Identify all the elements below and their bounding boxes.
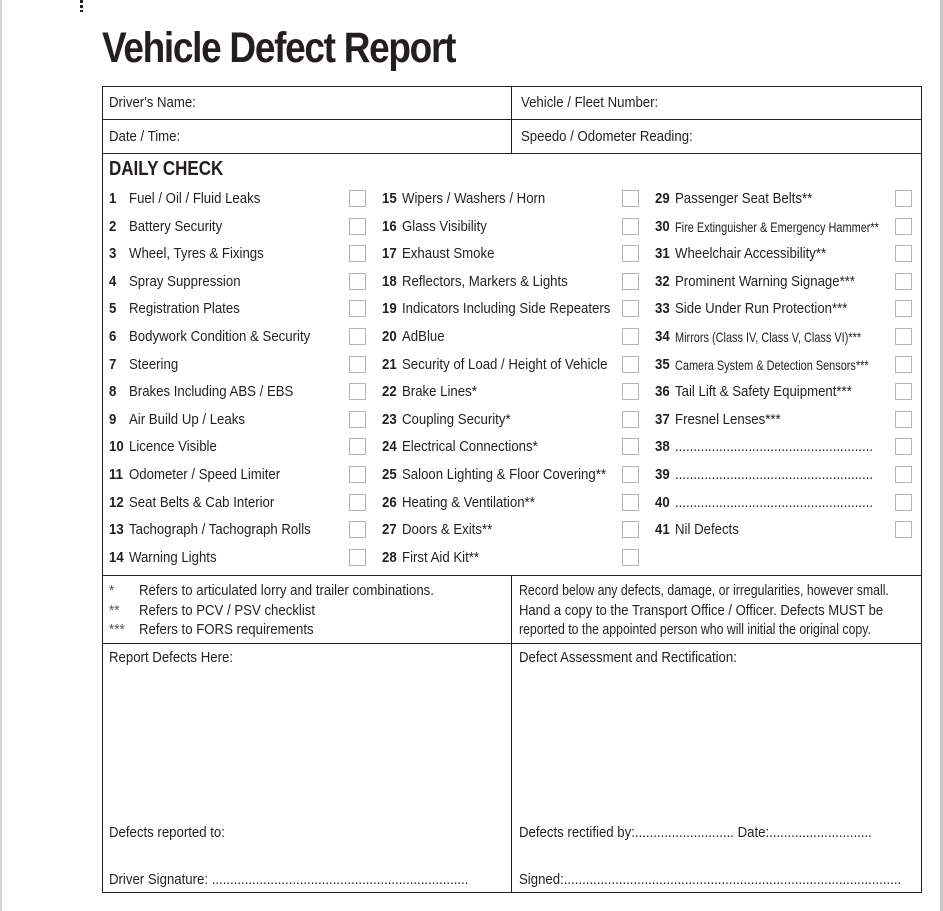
check-item-label: Nil Defects bbox=[675, 521, 739, 539]
check-item-33 bbox=[655, 298, 915, 320]
divider bbox=[511, 87, 512, 153]
check-item-21 bbox=[382, 354, 642, 376]
instruction-line: reported to the appointed person who will initial the original copy. bbox=[519, 621, 871, 638]
check-item-31 bbox=[655, 243, 915, 265]
check-item-8 bbox=[109, 381, 369, 403]
check-item-label: Odometer / Speed Limiter bbox=[129, 466, 281, 483]
checkbox[interactable] bbox=[349, 549, 366, 566]
checkbox[interactable] bbox=[622, 494, 639, 511]
signed-field[interactable]: Signed:............................................................................................ bbox=[519, 871, 902, 888]
check-item-label: Spray Suppression bbox=[129, 272, 241, 290]
check-item-28 bbox=[382, 547, 642, 569]
check-item-37 bbox=[655, 409, 915, 431]
checkbox[interactable] bbox=[349, 245, 366, 262]
check-item-14 bbox=[109, 547, 369, 569]
check-item-number: 36 bbox=[655, 383, 670, 401]
date-time-field[interactable]: Date / Time: bbox=[109, 128, 181, 145]
divider bbox=[511, 575, 512, 893]
check-item-label: AdBlue bbox=[402, 328, 445, 345]
vehicle-fleet-number-field[interactable]: Vehicle / Fleet Number: bbox=[521, 94, 659, 111]
check-item-3 bbox=[109, 243, 369, 265]
check-item-26 bbox=[382, 492, 642, 514]
check-item-label: Fresnel Lenses*** bbox=[675, 410, 781, 428]
check-item-number: 32 bbox=[655, 272, 670, 290]
check-item-number: 29 bbox=[655, 190, 670, 207]
check-item-number: 14 bbox=[109, 548, 124, 566]
checkbox[interactable] bbox=[622, 438, 639, 455]
check-item-label: Brakes Including ABS / EBS bbox=[129, 383, 294, 401]
check-item-label: ...................................................... bbox=[675, 438, 874, 456]
check-item-number: 3 bbox=[109, 245, 117, 263]
checkbox[interactable] bbox=[349, 466, 366, 483]
checkbox[interactable] bbox=[622, 273, 639, 290]
check-item-34 bbox=[655, 326, 915, 348]
check-item-4 bbox=[109, 271, 369, 293]
check-item-number: 31 bbox=[655, 245, 670, 263]
checkbox[interactable] bbox=[622, 411, 639, 428]
check-item-label: Passenger Seat Belts** bbox=[675, 190, 813, 207]
check-item-number: 38 bbox=[655, 438, 670, 456]
check-item-label: Fuel / Oil / Fluid Leaks bbox=[129, 190, 261, 207]
check-item-36 bbox=[655, 381, 915, 403]
checkbox[interactable] bbox=[895, 411, 912, 428]
check-item-10 bbox=[109, 436, 369, 458]
checkbox[interactable] bbox=[349, 494, 366, 511]
check-item-number: 30 bbox=[655, 217, 670, 235]
check-item-label: Bodywork Condition & Security bbox=[129, 328, 311, 345]
check-item-label: ...................................................... bbox=[675, 466, 874, 483]
checkbox[interactable] bbox=[349, 300, 366, 317]
defect-assessment-area[interactable]: Defect Assessment and Rectification: bbox=[519, 649, 737, 666]
check-item-label: Heating & Ventilation** bbox=[402, 493, 535, 511]
check-item-label: Prominent Warning Signage*** bbox=[675, 272, 856, 290]
check-item-number: 20 bbox=[382, 328, 397, 345]
odometer-reading-field[interactable]: Speedo / Odometer Reading: bbox=[521, 128, 693, 145]
check-item-35 bbox=[655, 354, 915, 376]
check-item-39 bbox=[655, 464, 915, 486]
checkbox[interactable] bbox=[349, 328, 366, 345]
check-item-label: First Aid Kit** bbox=[402, 548, 480, 566]
checkbox[interactable] bbox=[622, 245, 639, 262]
check-item-23 bbox=[382, 409, 642, 431]
check-item-label: Seat Belts & Cab Interior bbox=[129, 493, 275, 511]
defects-reported-to-field[interactable]: Defects reported to: bbox=[109, 824, 225, 841]
check-item-24 bbox=[382, 436, 642, 458]
checkbox[interactable] bbox=[895, 273, 912, 290]
check-item-label: Saloon Lighting & Floor Covering** bbox=[402, 466, 606, 483]
checkbox[interactable] bbox=[895, 218, 912, 235]
drivers-name-field[interactable]: Driver's Name: bbox=[109, 94, 196, 111]
check-item-number: 8 bbox=[109, 383, 117, 401]
check-item-label: Exhaust Smoke bbox=[402, 245, 495, 263]
check-item-number: 5 bbox=[109, 300, 117, 318]
check-item-label: Wipers / Washers / Horn bbox=[402, 190, 546, 207]
divider bbox=[103, 153, 921, 154]
check-item-number: 28 bbox=[382, 548, 397, 566]
check-item-number: 9 bbox=[109, 410, 117, 428]
check-item-number: 18 bbox=[382, 272, 397, 290]
check-item-number: 27 bbox=[382, 521, 397, 539]
check-item-number: 12 bbox=[109, 493, 124, 511]
divider bbox=[103, 575, 921, 576]
checkbox[interactable] bbox=[622, 521, 639, 538]
check-item-number: 1 bbox=[109, 190, 117, 207]
checkbox[interactable] bbox=[622, 328, 639, 345]
check-item-label: Tail Lift & Safety Equipment*** bbox=[675, 383, 852, 401]
instruction-line: Record below any defects, damage, or irregularities, however small. bbox=[519, 582, 889, 599]
check-item-number: 39 bbox=[655, 466, 670, 483]
check-item-label: Coupling Security* bbox=[402, 410, 511, 428]
check-item-number: 21 bbox=[382, 355, 397, 373]
divider bbox=[103, 119, 921, 120]
check-item-label: Wheel, Tyres & Fixings bbox=[129, 245, 264, 263]
text-cursor-marker bbox=[80, 0, 83, 12]
check-item-label: Air Build Up / Leaks bbox=[129, 410, 245, 428]
checkbox[interactable] bbox=[622, 466, 639, 483]
check-item-label: Security of Load / Height of Vehicle bbox=[402, 355, 608, 373]
check-item-9 bbox=[109, 409, 369, 431]
check-item-27 bbox=[382, 519, 642, 541]
checkbox[interactable] bbox=[895, 190, 912, 207]
check-item-19 bbox=[382, 298, 642, 320]
check-item-number: 2 bbox=[109, 217, 117, 235]
check-item-number: 16 bbox=[382, 217, 397, 235]
defect-report-form: Driver's Name: Vehicle / Fleet Number: Date / Time: Speedo / Odometer Reading: DAILY CHECK 1 Fuel / Oil / Fluid Leaks 2 Battery Security 3 Wheel, Tyres & Fixings 4 Spray Suppression 5 Registration Plates 6 Bodywork Condition & Security 7 Steering 8 Brakes Including ABS / EBS 9 Air Build Up / Leaks 10 Licence Visible 11 Odometer / Speed Limiter 12 Seat Belts & Cab Interior 13 Tachograph / Tachograph Rolls 14 Warning Lights 15 Wipers / Washers / Horn 16 Glass Visibility 17 Exhaust Smoke 18 Reflectors, Markers & Lights 19 Indicators Including Side Repeaters 20 AdBlue 21 Security of Load / Height of Vehicle 22 Brake Lines* 23 Coupling Security* 24 Electrical Connections* 25 Saloon Lighting & Floor Covering** 26 Heating & Ventilation** 27 Doors & Exits** 28 First Aid Kit** 29 Passenger Seat Belts** 30 Fire Extinguisher & Emergency Hammer** 31 Wheelchair Accessibility** 32 Prominent Warning Signage*** 33 Side Under Run Protection*** 34 Mirrors (Class IV, Class V, Class VI)*** 35 Camera System & Detection Sensors*** 36 Tail Lift & Safety Equipment*** 37 Fresnel Lenses*** 38 ...................................................... 39 ...................................................... 40 ...................................................... 41 Nil Defects * Refers to articulated lorry and trailer combinations. ** Refers to PCV / PSV checklist *** Refers to FORS requirements Record below any defects, damage, or irregularities, however small. Hand a copy to the Transport Office / Officer. Defects MUST be reported to the appointed person who will initial the original copy. Report Defects Here: Defect Assessment and Rectification: Defects reported to: Defects rectified by:........................... Date:............................ Driver Signature: ...................................................................... Signed:............................................................................................ bbox=[102, 86, 922, 893]
check-item-5 bbox=[109, 298, 369, 320]
check-item-number: 15 bbox=[382, 190, 397, 207]
check-item-number: 10 bbox=[109, 438, 124, 456]
checkbox[interactable] bbox=[895, 383, 912, 400]
divider bbox=[103, 643, 921, 644]
check-item-number: 7 bbox=[109, 355, 117, 373]
check-item-29 bbox=[655, 188, 915, 210]
check-item-label: Fire Extinguisher & Emergency Hammer** bbox=[675, 218, 879, 235]
check-item-label: Indicators Including Side Repeaters bbox=[402, 300, 611, 318]
check-item-number: 4 bbox=[109, 272, 117, 290]
check-item-label: ...................................................... bbox=[675, 493, 874, 511]
check-item-number: 6 bbox=[109, 328, 117, 345]
check-item-2 bbox=[109, 216, 369, 238]
checkbox[interactable] bbox=[349, 438, 366, 455]
check-item-number: 34 bbox=[655, 328, 670, 345]
check-item-7 bbox=[109, 354, 369, 376]
checkbox[interactable] bbox=[622, 300, 639, 317]
instructions bbox=[519, 581, 943, 640]
check-item-number: 24 bbox=[382, 438, 397, 456]
check-item-20 bbox=[382, 326, 642, 348]
daily-check-heading: DAILY CHECK bbox=[109, 158, 224, 180]
checkbox[interactable] bbox=[622, 383, 639, 400]
checkbox[interactable] bbox=[895, 521, 912, 538]
driver-signature-field[interactable]: Driver Signature: ...................................................................... bbox=[109, 871, 469, 888]
check-item-41 bbox=[655, 519, 915, 541]
check-item-label: Camera System & Detection Sensors*** bbox=[675, 356, 869, 373]
check-item-11 bbox=[109, 464, 369, 486]
checkbox[interactable] bbox=[349, 356, 366, 373]
check-item-number: 25 bbox=[382, 466, 397, 483]
checkbox[interactable] bbox=[349, 190, 366, 207]
checkbox[interactable] bbox=[895, 245, 912, 262]
check-item-label: Side Under Run Protection*** bbox=[675, 300, 848, 318]
check-item-25 bbox=[382, 464, 642, 486]
checkbox[interactable] bbox=[349, 273, 366, 290]
checkbox[interactable] bbox=[349, 383, 366, 400]
checkbox[interactable] bbox=[349, 218, 366, 235]
checkbox[interactable] bbox=[895, 466, 912, 483]
check-item-40 bbox=[655, 492, 915, 514]
check-item-label: Doors & Exits** bbox=[402, 521, 493, 539]
checkbox[interactable] bbox=[895, 494, 912, 511]
check-item-label: Glass Visibility bbox=[402, 217, 487, 235]
check-item-label: Steering bbox=[129, 355, 179, 373]
check-item-label: Licence Visible bbox=[129, 438, 217, 456]
check-item-13 bbox=[109, 519, 369, 541]
checkbox[interactable] bbox=[349, 521, 366, 538]
checkbox[interactable] bbox=[895, 356, 912, 373]
check-item-label: Warning Lights bbox=[129, 548, 217, 566]
check-item-label: Reflectors, Markers & Lights bbox=[402, 272, 568, 290]
checkbox[interactable] bbox=[349, 411, 366, 428]
check-item-number: 41 bbox=[655, 521, 670, 539]
check-item-label: Registration Plates bbox=[129, 300, 240, 318]
page-left-edge bbox=[0, 0, 2, 911]
check-item-label: Mirrors (Class IV, Class V, Class VI)*** bbox=[675, 329, 862, 345]
checkbox[interactable] bbox=[895, 300, 912, 317]
check-item-number: 23 bbox=[382, 410, 397, 428]
check-item-number: 40 bbox=[655, 493, 670, 511]
check-item-32 bbox=[655, 271, 915, 293]
defects-rectified-by-field[interactable]: Defects rectified by:........................... Date:............................ bbox=[519, 824, 872, 841]
check-item-1 bbox=[109, 188, 369, 210]
check-item-label: Wheelchair Accessibility** bbox=[675, 245, 827, 263]
check-item-number: 37 bbox=[655, 410, 670, 428]
check-item-number: 22 bbox=[382, 383, 397, 401]
check-item-number: 13 bbox=[109, 521, 124, 539]
check-item-label: Electrical Connections* bbox=[402, 438, 538, 456]
checkbox[interactable] bbox=[895, 328, 912, 345]
check-item-16 bbox=[382, 216, 642, 238]
check-item-number: 11 bbox=[109, 466, 123, 483]
report-defects-area[interactable]: Report Defects Here: bbox=[109, 649, 233, 666]
check-item-number: 26 bbox=[382, 493, 397, 511]
check-item-number: 33 bbox=[655, 300, 670, 318]
check-item-number: 19 bbox=[382, 300, 397, 318]
check-item-15 bbox=[382, 188, 642, 210]
checkbox[interactable] bbox=[622, 549, 639, 566]
check-item-number: 35 bbox=[655, 355, 670, 373]
check-item-30 bbox=[655, 216, 915, 238]
check-item-22 bbox=[382, 381, 642, 403]
check-item-label: Tachograph / Tachograph Rolls bbox=[129, 521, 311, 539]
page-title: Vehicle Defect Report bbox=[102, 24, 456, 72]
check-item-38 bbox=[655, 436, 915, 458]
checkbox[interactable] bbox=[622, 218, 639, 235]
instruction-line: Hand a copy to the Transport Office / Officer. Defects MUST be bbox=[519, 601, 884, 619]
checkbox[interactable] bbox=[895, 438, 912, 455]
checkbox[interactable] bbox=[622, 190, 639, 207]
check-item-label: Battery Security bbox=[129, 217, 223, 235]
checkbox[interactable] bbox=[622, 356, 639, 373]
check-item-6 bbox=[109, 326, 369, 348]
check-item-12 bbox=[109, 492, 369, 514]
check-item-label: Brake Lines* bbox=[402, 383, 477, 401]
check-item-18 bbox=[382, 271, 642, 293]
check-item-number: 17 bbox=[382, 245, 397, 263]
check-item-17 bbox=[382, 243, 642, 265]
